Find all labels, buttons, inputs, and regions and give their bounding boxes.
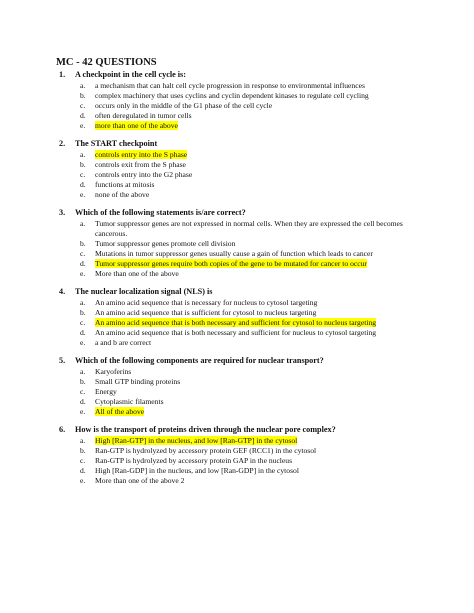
answer-option (56, 308, 436, 318)
highlighted-answer-text: more than one of the above (95, 120, 178, 130)
answer-option (56, 269, 436, 279)
answer-option (56, 436, 436, 446)
answer-option (56, 121, 436, 131)
option-text-wrapper (95, 318, 436, 328)
option-text-wrapper (95, 111, 436, 121)
answer-option (56, 91, 436, 101)
question-5 (56, 356, 436, 417)
option-letter: c. (80, 169, 86, 179)
question-text: The START checkpoint (75, 139, 158, 149)
answer-option (56, 328, 436, 338)
option-text: Tumor suppressor genes promote cell division (95, 238, 236, 248)
option-letter: b. (80, 90, 86, 100)
option-letter: a. (80, 366, 86, 376)
option-text-wrapper (95, 387, 436, 397)
question-header (56, 139, 436, 150)
answer-option (56, 407, 436, 417)
question-text: The nuclear localization signal (NLS) is (75, 287, 213, 297)
option-text-wrapper (95, 219, 436, 239)
option-text: none of the above (95, 190, 150, 200)
option-letter: c. (80, 387, 86, 397)
question-header (56, 425, 436, 436)
option-text-wrapper (95, 81, 436, 91)
answer-option (56, 446, 436, 456)
question-number: 3. (59, 208, 66, 218)
answer-options (56, 436, 436, 486)
option-letter: e. (80, 190, 86, 200)
question-number: 5. (59, 356, 66, 366)
option-text: a and b are correct (95, 338, 152, 348)
answer-option (56, 298, 436, 308)
option-text: complex machinery that uses cyclins and cyclin dependent kinases to regulate cell cycling (95, 90, 369, 100)
option-text-wrapper (95, 466, 436, 476)
answer-options (56, 81, 436, 131)
option-letter: a. (80, 218, 86, 228)
answer-option (56, 466, 436, 476)
option-text: Ran-GTP is hydrolyzed by accessory protein GEF (RCC1) in the cytosol (95, 446, 317, 456)
option-letter: c. (80, 249, 86, 258)
option-letter: e. (80, 269, 86, 279)
question-6 (56, 425, 436, 486)
option-text-wrapper (95, 476, 436, 486)
option-letter: d. (80, 466, 86, 476)
option-text: More than one of the above (95, 269, 179, 279)
option-text: An amino acid sequence that is sufficient for cytosol to nucleus targeting (95, 307, 317, 317)
option-letter: c. (80, 318, 86, 328)
answer-option (56, 101, 436, 111)
answer-option (56, 249, 436, 259)
option-letter: b. (80, 307, 86, 317)
answer-option (56, 476, 436, 486)
option-text-wrapper (95, 170, 436, 180)
option-text-wrapper (95, 446, 436, 456)
question-text: How is the transport of proteins driven through the nuclear pore complex? (75, 425, 336, 435)
option-letter: e. (80, 407, 86, 417)
question-number: 6. (59, 425, 66, 435)
option-text-wrapper (95, 150, 436, 160)
question-text: Which of the following components are required for nuclear transport? (75, 356, 324, 366)
option-letter: e. (80, 338, 86, 348)
option-text: High [Ran-GDP] in the nucleus, and low [Ran-GDP] in the cytosol (95, 466, 299, 476)
option-text-wrapper (95, 190, 436, 200)
option-text-wrapper (95, 436, 436, 446)
question-number: 4. (59, 287, 66, 297)
option-letter: a. (80, 436, 86, 445)
option-text-wrapper (95, 308, 436, 318)
answer-option (56, 387, 436, 397)
option-text-wrapper (95, 367, 436, 377)
option-letter: a. (80, 297, 86, 307)
option-text-wrapper (95, 407, 436, 417)
question-header (56, 356, 436, 367)
answer-options (56, 150, 436, 200)
option-text: Energy (95, 387, 117, 397)
question-header (56, 208, 436, 219)
option-text-wrapper (95, 121, 436, 131)
option-text-wrapper (95, 298, 436, 308)
option-text-wrapper (95, 338, 436, 348)
answer-option (56, 111, 436, 121)
highlighted-answer-text: Tumor suppressor genes require both copies of the gene to be mutated for cancer to occur (95, 259, 367, 269)
option-text-wrapper (95, 328, 436, 338)
option-letter: c. (80, 456, 86, 466)
answer-option (56, 81, 436, 91)
option-letter: e. (80, 476, 86, 486)
highlighted-answer-text: High [Ran-GTP] in the nucleus, and low [Ran-GTP] in the cytosol (95, 436, 298, 445)
answer-option (56, 160, 436, 170)
question-2 (56, 139, 436, 200)
option-text-wrapper (95, 259, 436, 269)
option-text: More than one of the above 2 (95, 476, 185, 486)
option-letter: b. (80, 377, 86, 387)
question-header (56, 287, 436, 298)
option-letter: d. (80, 179, 86, 189)
answer-option (56, 367, 436, 377)
document-page (56, 57, 436, 486)
answer-options (56, 219, 436, 280)
option-text: controls entry into the G2 phase (95, 169, 193, 179)
option-text: Tumor suppressor genes are not expressed in normal cells. When they are expressed the cell becomes cancerous. (95, 218, 403, 238)
question-text: A checkpoint in the cell cycle is: (75, 70, 186, 79)
option-letter: c. (80, 100, 86, 110)
option-text-wrapper (95, 456, 436, 466)
answer-option (56, 338, 436, 348)
option-text-wrapper (95, 91, 436, 101)
option-text-wrapper (95, 101, 436, 111)
answer-option (56, 377, 436, 387)
option-letter: a. (80, 149, 86, 159)
answer-option (56, 259, 436, 269)
answer-option (56, 180, 436, 190)
option-letter: b. (80, 238, 86, 248)
option-text: Karyoferins (95, 366, 132, 376)
option-text: Mutations in tumor suppressor genes usually cause a gain of function which leads to cancer (95, 249, 373, 258)
question-1 (56, 70, 436, 131)
option-text-wrapper (95, 377, 436, 387)
option-text: Ran-GTP is hydrolyzed by accessory protein GAP in the nucleus (95, 456, 293, 466)
answer-option (56, 219, 436, 239)
option-letter: b. (80, 446, 86, 456)
answer-option (56, 239, 436, 249)
option-text: occurs only in the middle of the G1 phase of the cell cycle (95, 100, 273, 110)
option-text: Small GTP binding proteins (95, 377, 181, 387)
question-4 (56, 287, 436, 348)
option-text-wrapper (95, 249, 436, 259)
option-letter: d. (80, 110, 86, 120)
option-letter: d. (80, 397, 86, 407)
question-list (56, 70, 436, 486)
option-letter: e. (80, 120, 86, 130)
option-text: functions at mitosis (95, 179, 155, 189)
answer-option (56, 456, 436, 466)
option-text-wrapper (95, 397, 436, 407)
option-text: often deregulated in tumor cells (95, 110, 192, 120)
answer-option (56, 170, 436, 180)
option-text: a mechanism that can halt cell cycle progression in response to environmental influences (95, 80, 365, 90)
answer-option (56, 397, 436, 407)
option-text: An amino acid sequence that is necessary for nucleus to cytosol targeting (95, 297, 318, 307)
answer-options (56, 298, 436, 348)
question-header (56, 70, 436, 81)
option-letter: d. (80, 259, 86, 269)
answer-options (56, 367, 436, 417)
question-3 (56, 208, 436, 279)
option-text-wrapper (95, 160, 436, 170)
answer-option (56, 190, 436, 200)
option-letter: d. (80, 328, 86, 338)
option-text: An amino acid sequence that is both necessary and sufficient for nucleus to cytosol targeting (95, 328, 377, 338)
option-text-wrapper (95, 269, 436, 279)
option-text: controls exit from the S phase (95, 159, 186, 169)
highlighted-answer-text: controls entry into the S phase (95, 149, 188, 159)
highlighted-answer-text: An amino acid sequence that is both necessary and sufficient for cytosol to nucleus targeting (95, 318, 377, 328)
answer-option (56, 150, 436, 160)
option-text-wrapper (95, 239, 436, 249)
highlighted-answer-text: All of the above (95, 407, 145, 417)
question-text: Which of the following statements is/are correct? (75, 208, 246, 218)
document-title: MC - 42 QUESTIONS (56, 57, 157, 68)
question-number: 1. (59, 70, 66, 79)
option-letter: a. (80, 80, 86, 90)
answer-option (56, 318, 436, 328)
question-number: 2. (59, 139, 66, 149)
option-text: Cytoplasmic filaments (95, 397, 164, 407)
option-letter: b. (80, 159, 86, 169)
option-text-wrapper (95, 180, 436, 190)
